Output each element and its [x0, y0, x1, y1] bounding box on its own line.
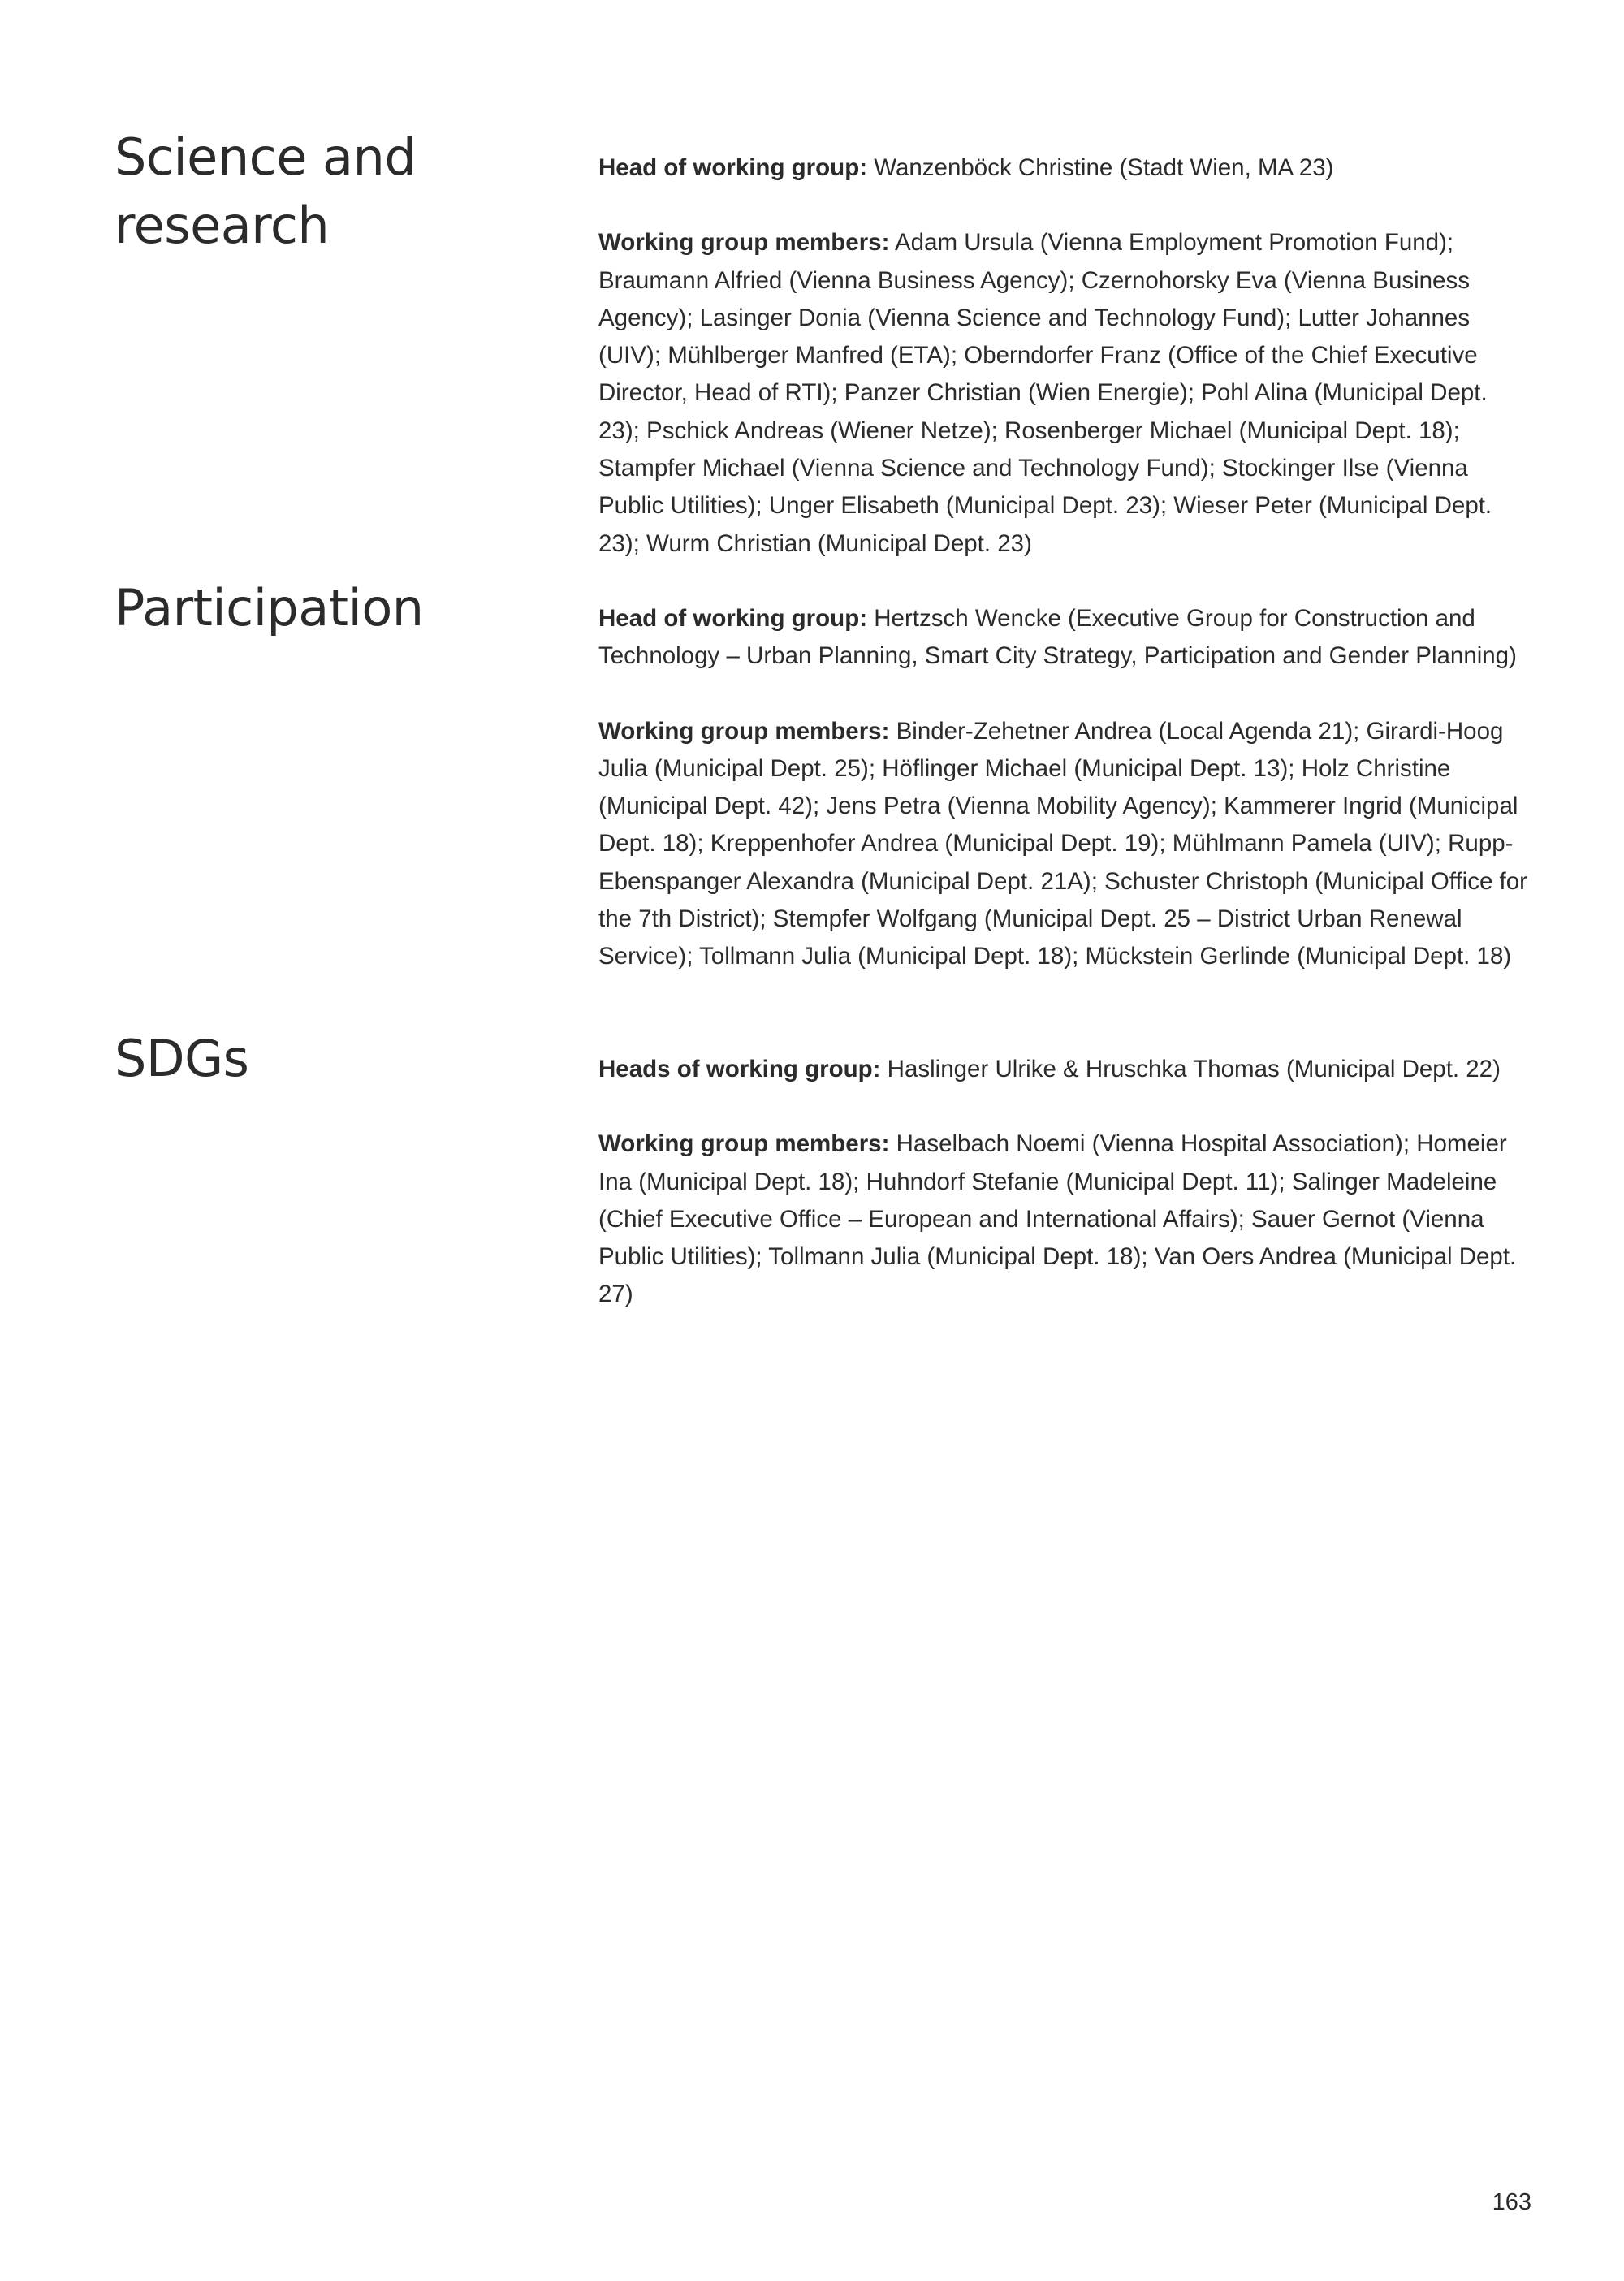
section-title-line1: SDGs [114, 1029, 249, 1088]
head-label: Head of working group: [598, 605, 868, 632]
working-group-members [598, 713, 1532, 976]
section-title [114, 1025, 537, 1093]
section-body [598, 1051, 1532, 1351]
head-text: Hertzsch Wencke (Executive Group for Construction and Technology – Urban Planning, Smart City Strategy, Participation and Gender Planning) [598, 605, 1517, 670]
section-body [598, 149, 1532, 600]
working-group-members [598, 1125, 1532, 1313]
section-title-line2: research [114, 196, 330, 255]
members-text: Haselbach Noemi (Vienna Hospital Association); Homeier Ina (Municipal Dept. 18); Huhndorf Stefanie (Municipal Dept. 11); Salinger Madeleine (Chief Executive Office – European and International Affairs); Sauer Gernot (Vienna Public Utilities); Tollmann Julia (Municipal Dept. 18); Van Oers Andrea (Municipal Dept. 27) [598, 1130, 1517, 1308]
working-group-members [598, 224, 1532, 563]
head-of-working-group [598, 149, 1532, 187]
members-text: Binder-Zehetner Andrea (Local Agenda 21); Girardi-Hoog Julia (Municipal Dept. 25); Höflinger Michael (Municipal Dept. 13); Holz Christine (Municipal Dept. 42); Jens Petra (Vienna Mobility Agency); Kammerer Ingrid (Municipal Dept. 18); Kreppenhofer Andrea (Municipal Dept. 19); Mühlmann Pamela (UIV); Rupp-Ebenspanger Alexandra (Municipal Dept. 21A); Schuster Christoph (Municipal Office for the 7th District); Stempfer Wolfgang (Municipal Dept. 25 – District Urban Renewal Service); Tollmann Julia (Municipal Dept. 18); Mückstein Gerlinde (Municipal Dept. 18) [598, 717, 1527, 970]
head-of-working-group [598, 600, 1532, 676]
head-label: Head of working group: [598, 154, 868, 181]
head-text: Wanzenböck Christine (Stadt Wien, MA 23) [874, 154, 1334, 181]
section-title-line1: Participation [114, 578, 424, 637]
head-of-working-group [598, 1051, 1532, 1088]
section-title [114, 123, 537, 260]
members-label: Working group members: [598, 717, 890, 745]
page-number: 163 [1492, 2189, 1531, 2215]
section-body [598, 600, 1532, 1013]
head-text: Haslinger Ulrike & Hruschka Thomas (Municipal Dept. 22) [887, 1056, 1501, 1082]
members-text: Adam Ursula (Vienna Employment Promotion Fund); Braumann Alfried (Vienna Business Agency); Czernohorsky Eva (Vienna Business Agency); Lasinger Donia (Vienna Science and Technology Fund); Lutter Johannes (UIV); Mühlberger Manfred (ETA); Oberndorfer Franz (Office of the Chief Executive Director, Head of RTI); Panzer Christian (Wien Energie); Pohl Alina (Municipal Dept. 23); Pschick Andreas (Wiener Netze); Rosenberger Michael (Municipal Dept. 18); Stampfer Michael (Vienna Science and Technology Fund); Stockinger Ilse (Vienna Public Utilities); Unger Elisabeth (Municipal Dept. 23); Wieser Peter (Municipal Dept. 23); Wurm Christian (Municipal Dept. 23) [598, 229, 1492, 557]
head-label: Heads of working group: [598, 1056, 881, 1082]
section-title [114, 574, 537, 642]
section-title-line1: Science and [114, 127, 417, 187]
members-label: Working group members: [598, 229, 890, 257]
members-label: Working group members: [598, 1130, 890, 1158]
